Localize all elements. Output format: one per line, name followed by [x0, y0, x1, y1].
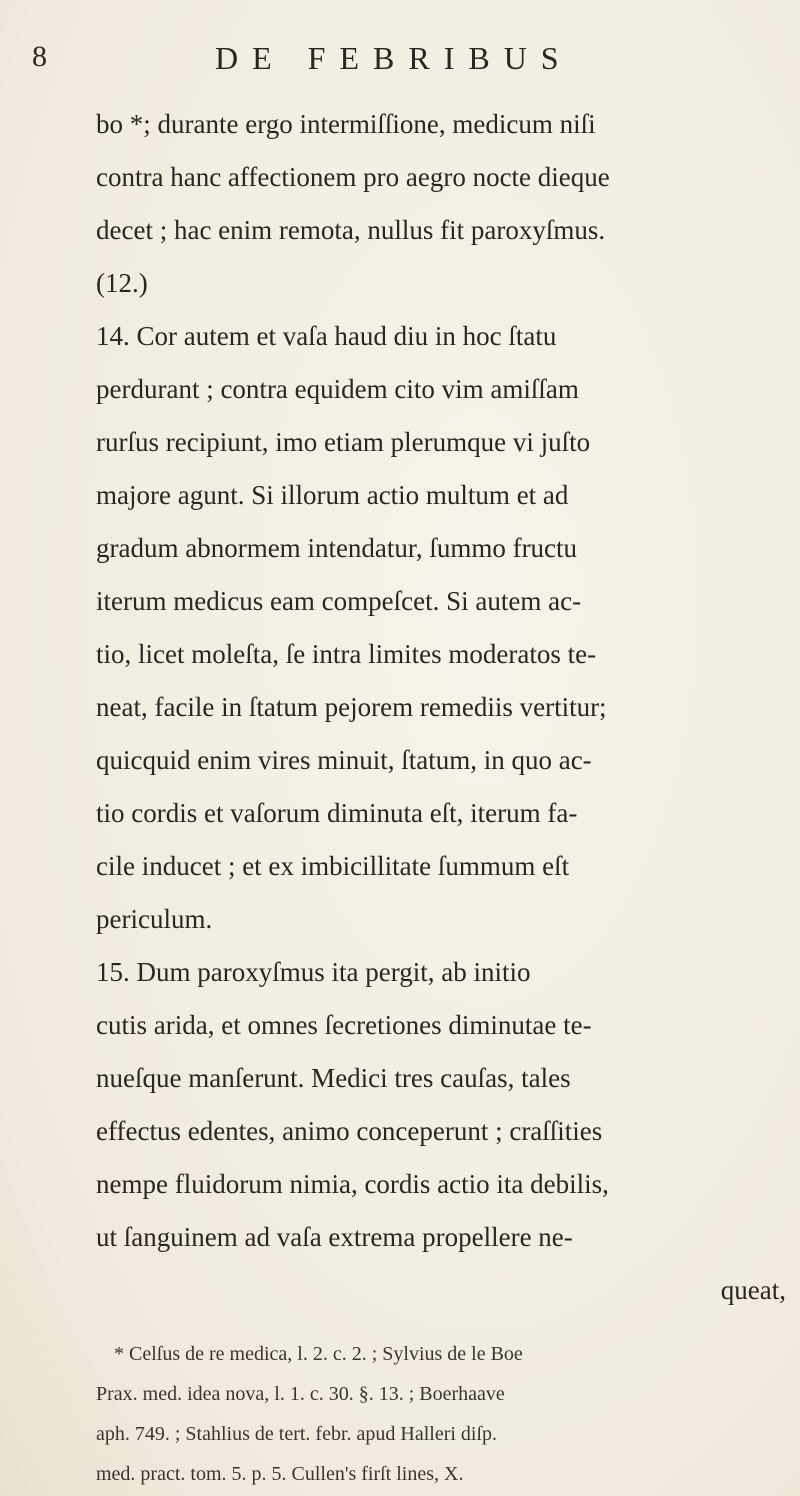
text-line: majore agunt. Si illorum actio multum et ad: [96, 480, 569, 510]
text-line: neat, facile in ſtatum pejorem remediis vertitur;: [96, 692, 607, 722]
text-line: quicquid enim vires minuit, ſtatum, in quo ac-: [96, 745, 592, 775]
text-line: tio cordis et vaſorum diminuta eſt, iterum fa-: [96, 798, 578, 828]
page-number: 8: [32, 40, 47, 73]
text-line: rurſus recipiunt, imo etiam plerumque vi juſto: [96, 427, 591, 457]
footnote-line: aph. 749. ; Stahlius de tert. febr. apud Halleri diſp.: [96, 1423, 498, 1445]
footnotes: [96, 1334, 786, 1494]
text-line: perdurant ; contra equidem cito vim amiſſam: [96, 374, 579, 404]
text-line: effectus edentes, animo conceperunt ; craſſities: [96, 1116, 603, 1146]
text-line: cutis arida, et omnes ſecretiones diminutae te-: [96, 1010, 592, 1040]
text-line: tio, licet moleſta, ſe intra limites moderatos te-: [96, 639, 597, 669]
page-header: [0, 40, 800, 80]
footnote-line: * Celſus de re medica, l. 2. c. 2. ; Sylvius de le Boe: [114, 1343, 523, 1365]
text-line: nueſque manſerunt. Medici tres cauſas, tales: [96, 1063, 571, 1093]
text-line: gradum abnormem intendatur, ſummo fructu: [96, 533, 578, 563]
text-line: bo *; durante ergo intermiſſione, medicum niſi: [96, 109, 596, 139]
text-line: ut ſanguinem ad vaſa extrema propellere ne-: [96, 1222, 573, 1252]
text-line: 14. Cor autem et vaſa haud diu in hoc ſtatu: [96, 321, 557, 351]
text-line: iterum medicus eam compeſcet. Si autem ac-: [96, 586, 582, 616]
running-title: DE FEBRIBUS: [215, 40, 573, 76]
text-line: contra hanc affectionem pro aegro nocte dieque: [96, 162, 610, 192]
text-line: periculum.: [96, 904, 213, 934]
text-line: nempe fluidorum nimia, cordis actio ita debilis,: [96, 1169, 609, 1199]
footnote-line: med. pract. tom. 5. p. 5. Cullen's firſt lines, X.: [96, 1463, 464, 1485]
catchword: queat,: [720, 1275, 786, 1305]
text-line: cile inducet ; et ex imbicillitate ſummum eſt: [96, 851, 570, 881]
body-text: [96, 98, 786, 1317]
text-line: (12.): [96, 268, 148, 298]
footnote-line: Prax. med. idea nova, l. 1. c. 30. §. 13. ; Boerhaave: [96, 1383, 505, 1405]
text-line: 15. Dum paroxyſmus ita pergit, ab initio: [96, 957, 531, 987]
text-line: decet ; hac enim remota, nullus fit paroxyſmus.: [96, 215, 606, 245]
